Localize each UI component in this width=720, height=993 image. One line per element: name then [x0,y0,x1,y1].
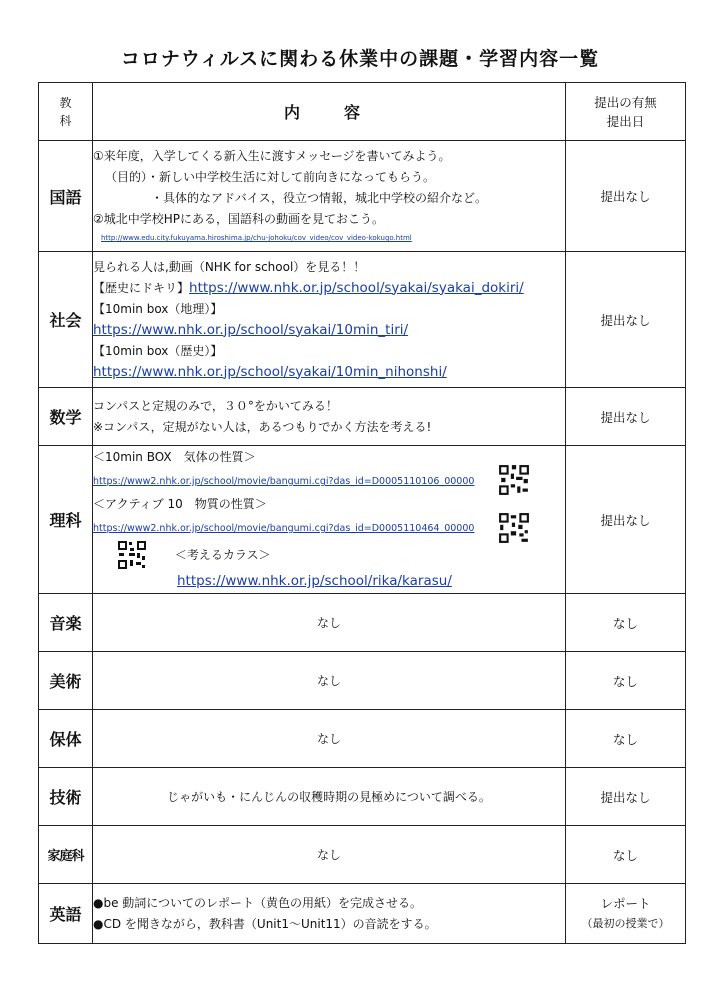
page-title: コロナウィルスに関わる休業中の課題・学習内容一覧 [120,48,600,70]
content-eigo: ●be 動詞についてのレポート（黄色の用紙）を完成させる。 ●CD を聞きながら，教科書（Unit1～Unit11）の音読をする。 [93,884,566,944]
submission-gijutsu: 提出なし [566,768,686,826]
submission-sugaku: 提出なし [566,388,686,446]
shakai-tiri-link[interactable]: https://www.nhk.or.jp/school/syakai/10min_tiri/ [93,321,409,338]
kokugo-video-link[interactable]: http://www.edu.city.fukuyama.hiroshima.jp/chu-johoku/cov_video/cov_video-kokugo.html [101,234,412,242]
subject-hotai: 保体 [39,710,93,768]
content-shakai: 見られる人は,動画（NHK for school）を見る！！ 【歴史にドキリ】https://www.nhk.or.jp/school/syakai/syakai_dokiri/ 【10min box（地理）】 https://www.nhk.or.jp/school/syakai/10min_tiri/ 【10min box（歴史）】 https://www.nhk.or.jp/school/syakai/10min_nihonshi/ [93,252,566,388]
qr-code-icon [117,540,147,570]
content-hotai: なし [93,710,566,768]
header-submission: 提出の有無 提出日 [566,83,686,141]
qr-code-icon [498,464,530,496]
submission-eigo: レポート （最初の授業で） [566,884,686,944]
submission-bijutsu: なし [566,652,686,710]
rika-bussitsu-link[interactable]: https://www2.nhk.or.jp/school/movie/bangumi.cgi?das_id=D0005110464_00000 [93,523,475,534]
submission-kokugo: 提出なし [566,141,686,252]
table-row [39,826,686,884]
content-bijutsu: なし [93,652,566,710]
subject-shakai: 社会 [39,252,93,388]
subject-sugaku: 数学 [39,388,93,446]
header-row [39,83,686,141]
subject-kokugo: 国語 [39,141,93,252]
submission-shakai: 提出なし [566,252,686,388]
submission-katei: なし [566,826,686,884]
table-row [39,252,686,388]
submission-ongaku: なし [566,594,686,652]
shakai-dokiri-link[interactable]: https://www.nhk.or.jp/school/syakai/syakai_dokiri/ [189,279,524,296]
table-row [39,652,686,710]
qr-code-icon [498,512,530,544]
content-ongaku: なし [93,594,566,652]
submission-rika: 提出なし [566,446,686,594]
content-katei: なし [93,826,566,884]
table-row [39,884,686,944]
subject-ongaku: 音楽 [39,594,93,652]
table-row [39,141,686,252]
subject-gijutsu: 技術 [39,768,93,826]
subject-katei: 家庭科 [39,826,93,884]
subject-rika: 理科 [39,446,93,594]
subject-bijutsu: 美術 [39,652,93,710]
content-rika: ＜10min BOX 気体の性質＞ https://www2.nhk.or.jp/school/movie/bangumi.cgi?das_id=D0005110106_00000 ＜アクティブ 10 物質の性質＞ https://www2.nhk.or.jp/school/movie/bangumi.cgi?das_id=D0005110464_00000 ＜考えるカラス＞ https://www.nhk.or.jp/school/rika/karasu/ [93,446,566,594]
rika-karasu-link[interactable]: https://www.nhk.or.jp/school/rika/karasu/ [177,573,452,589]
subject-eigo: 英語 [39,884,93,944]
table-row [39,710,686,768]
header-subject: 教 科 [39,83,93,141]
content-sugaku: コンパスと定規のみで，３０°をかいてみる！ ※コンパス，定規がない人は，あるつもりでかく方法を考える! [93,388,566,446]
table-row [39,768,686,826]
header-content: 内 容 [93,83,566,141]
rika-kitai-link[interactable]: https://www2.nhk.or.jp/school/movie/bangumi.cgi?das_id=D0005110106_00000 [93,476,475,487]
submission-hotai: なし [566,710,686,768]
table-row [39,388,686,446]
content-kokugo: ①来年度，入学してくる新入生に渡すメッセージを書いてみよう。 （目的）・新しい中学校生活に対して前向きになってもらう。 ・具体的なアドバイス，役立つ情報，城北中学校の紹介など。 ②城北中学校HPにある，国語科の動画を見ておこう。 http://www.edu.city.fukuyama.hiroshima.jp/chu-johoku/cov_video/cov_video-kokugo.html [93,141,566,252]
table-row [39,594,686,652]
content-gijutsu: じゃがいも・にんじんの収穫時期の見極めについて調べる。 [93,768,566,826]
assignment-table [38,82,686,944]
shakai-nihonshi-link[interactable]: https://www.nhk.or.jp/school/syakai/10min_nihonshi/ [93,363,447,380]
table-row [39,446,686,594]
